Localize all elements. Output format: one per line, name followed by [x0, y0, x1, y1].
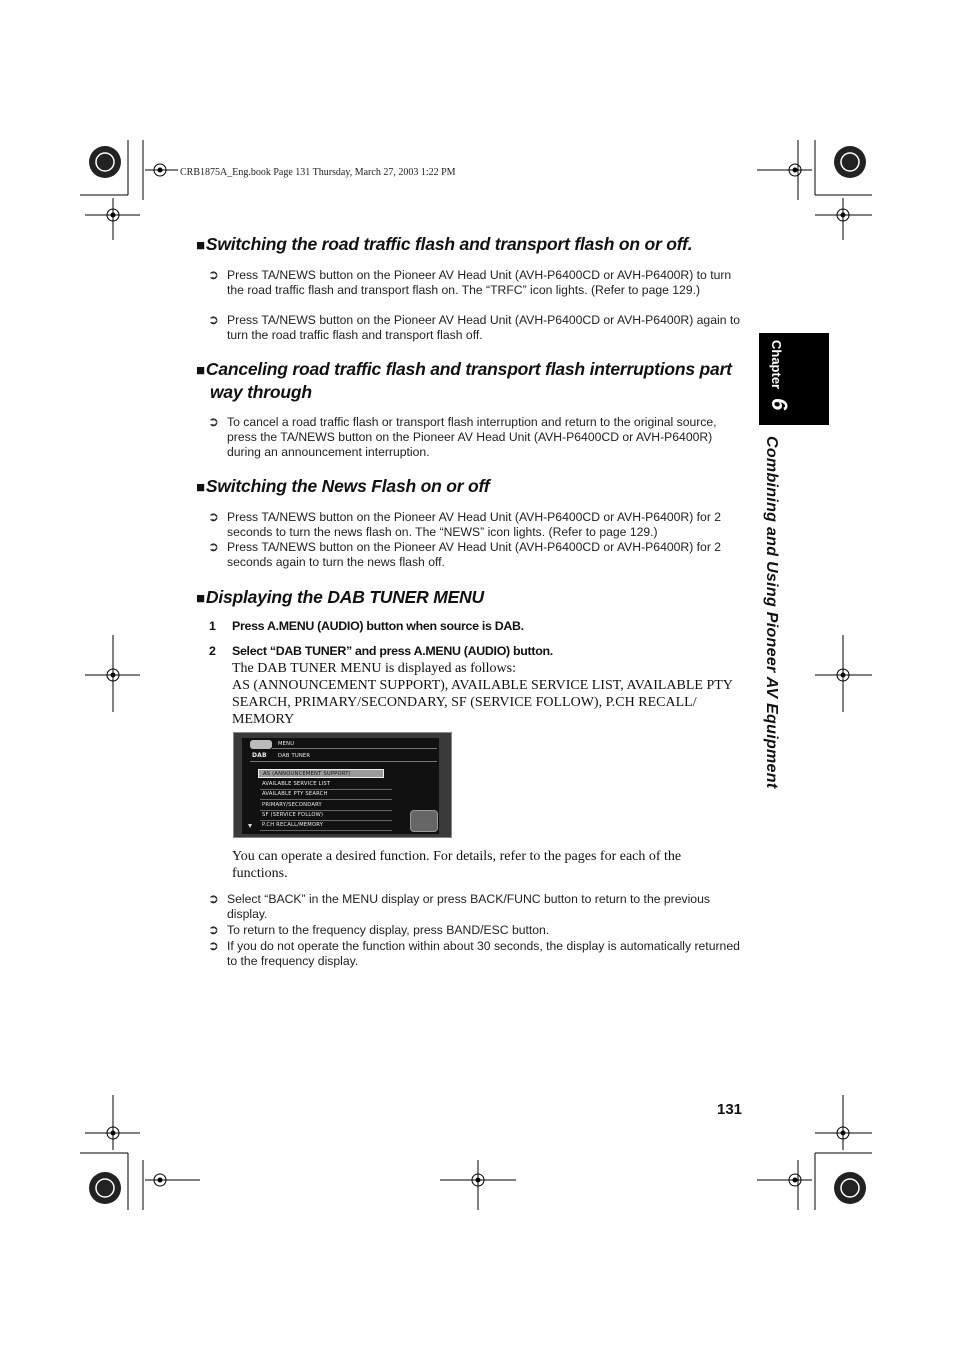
- screen-item-as: AS (ANNOUNCEMENT SUPPORT): [258, 769, 384, 778]
- chapter-title: Combining and Using Pioneer AV Equipment: [763, 436, 780, 789]
- screen-area: [242, 738, 439, 834]
- bullet-item: ➲ Press TA/NEWS button on the Pioneer AV Head Unit (AVH-P6400CD or AVH-P6400R) to turn the road traffic flash and transport flash on. The “TRFC” icon lights. (Refer to page 129.): [208, 267, 732, 297]
- scroll-down-icon: [248, 824, 252, 828]
- chapter-number: 6: [767, 398, 792, 411]
- menu-tab-icon: [250, 740, 272, 749]
- paragraph: The DAB TUNER MENU is displayed as follows:: [232, 661, 516, 676]
- paragraph: AS (ANNOUNCEMENT SUPPORT), AVAILABLE SERVICE LIST, AVAILABLE PTY SEARCH, PRIMARY/SECONDARY, SF (SERVICE FOLLOW), P.CH RECALL/ MEMORY: [232, 678, 733, 727]
- arrow-icon: ➲: [208, 312, 219, 327]
- bullet-item: ➲ Press TA/NEWS button on the Pioneer AV Head Unit (AVH-P6400CD or AVH-P6400R) for 2 seconds to turn the news flash on. The “NEWS” icon lights. (Refer to page 129.): [208, 509, 722, 539]
- section-title-news-flash: ■Switching the News Flash on or off: [196, 476, 490, 496]
- arrow-icon: ➲: [208, 938, 219, 953]
- section-title-canceling-line2: way through: [210, 382, 312, 402]
- screen-item-primary-secondary: PRIMARY/SECONDARY: [260, 801, 392, 811]
- submenu-label: DAB TUNER: [278, 753, 311, 759]
- square-icon: ■: [196, 590, 205, 607]
- screen-item-pch-recall: P.CH RECALL/MEMORY: [260, 821, 392, 831]
- title-divider: [250, 761, 437, 762]
- menu-label: MENU: [278, 741, 295, 747]
- arrow-icon: ➲: [208, 891, 219, 906]
- joystick-icon: [410, 810, 438, 832]
- title-divider: [272, 748, 437, 749]
- bullet-item: ➲ Select “BACK” in the MENU display or press BACK/FUNC button to return to the previous display.: [208, 891, 710, 921]
- dab-menu-screenshot: [233, 732, 452, 838]
- square-icon: ■: [196, 237, 205, 254]
- bullet-item: ➲ To return to the frequency display, press BAND/ESC button.: [208, 922, 550, 937]
- bullet-item: ➲ To cancel a road traffic flash or transport flash interruption and return to the original source, press the TA/NEWS button on the Pioneer AV Head Unit (AVH-P6400CD or AVH-P6400R) during an announcement interruption.: [208, 414, 717, 459]
- arrow-icon: ➲: [208, 414, 219, 429]
- bullet-item: ➲ Press TA/NEWS button on the Pioneer AV Head Unit (AVH-P6400CD or AVH-P6400R) for 2 seconds again to turn the news flash off.: [208, 539, 722, 569]
- screen-item-pty-search: AVAILABLE PTY SEARCH: [260, 790, 392, 800]
- step-2: 2 Select “DAB TUNER” and press A.MENU (AUDIO) button.: [209, 644, 553, 658]
- screen-item-service-list: AVAILABLE SERVICE LIST: [260, 780, 392, 790]
- square-icon: ■: [196, 362, 205, 379]
- chapter-label: Chapter: [769, 340, 784, 390]
- page-number: 131: [717, 1101, 743, 1118]
- section-title-road-traffic: ■Switching the road traffic flash and transport flash on or off.: [196, 234, 693, 254]
- paragraph: You can operate a desired function. For details, refer to the pages for each of the functions.: [232, 849, 682, 881]
- print-header: CRB1875A_Eng.book Page 131 Thursday, March 27, 2003 1:22 PM: [180, 167, 456, 178]
- screen-item-service-follow: SF (SERVICE FOLLOW): [260, 811, 392, 821]
- section-title-canceling: ■Canceling road traffic flash and transport flash interruptions part: [196, 359, 732, 379]
- arrow-icon: ➲: [208, 922, 219, 937]
- bullet-item: ➲ If you do not operate the function within about 30 seconds, the display is automatically returned to the frequency display.: [208, 938, 740, 968]
- arrow-icon: ➲: [208, 509, 219, 524]
- source-label: DAB: [252, 752, 267, 759]
- section-title-dab-menu: ■Displaying the DAB TUNER MENU: [196, 587, 484, 607]
- square-icon: ■: [196, 479, 205, 496]
- step-1: 1 Press A.MENU (AUDIO) button when source is DAB.: [209, 619, 524, 633]
- arrow-icon: ➲: [208, 267, 219, 282]
- arrow-icon: ➲: [208, 539, 219, 554]
- bullet-item: ➲ Press TA/NEWS button on the Pioneer AV Head Unit (AVH-P6400CD or AVH-P6400R) again to turn the road traffic flash and transport flash off.: [208, 312, 741, 342]
